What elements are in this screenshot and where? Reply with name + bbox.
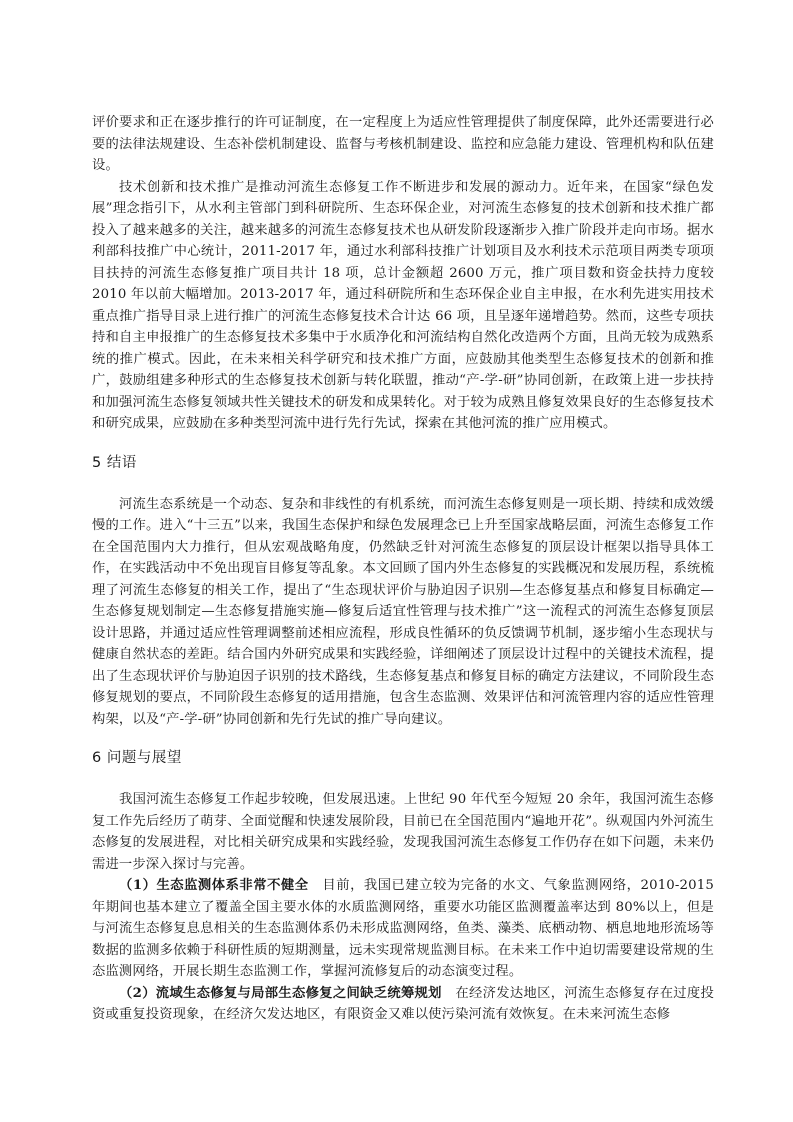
item-body: 在经济发达地区，河流生态修复存在过度投资或重复投资现象，在经济欠发达地区，有限资金又难以使污染河流有效恢复。在未来河流生态修 [92,985,714,1022]
section-heading-conclusion: 5 结语 [92,454,137,471]
item-lead: （1）生态监测体系非常不健全 [119,878,309,893]
item-body: 目前，我国已建立较为完备的水文、气象监测网络，2010-2015 年期间也基本建立了覆盖全国主要水体的水质监测网络，重要水功能区监测覆盖率达到 80%以上，但是与河流生态修复息息相关的生态监测体系仍未形成监测网络，鱼类、藻类、底栖动物、栖息地地形流场等数据的监测多依赖于科研性质的短期测量，远未实现常规监测目标。在未来工作中迫切需要建设常规的生态监测网络，开展长期生态监测工作，掌握河流修复后的动态演变过程。 [92,878,715,979]
item-lead: （2）流域生态修复与局部生态修复之间缺乏统筹规划 [119,985,442,1001]
paper-page [92,112,714,1026]
numbered-item [92,875,714,983]
numbered-item [92,983,714,1026]
section-heading-outlook: 6 问题与展望 [92,750,182,766]
body-paragraph: 河流生态系统是一个动态、复杂和非线性的有机系统，而河流生态修复则是一项长期、持续和成效缓慢的工作。进入“十三五”以来，我国生态保护和绿色发展理念已上升至国家战略层面，河流生态修复工作在全国范围内大力推行，但从宏观战略角度，仍然缺乏针对河流生态修复的顶层设计框架以指导具体工作，在实践活动中不免出现盲目修复等乱象。本文回顾了国内外生态修复的实践概况和发展历程，系统梳理了河流生态修复的相关工作，提出了“生态现状评价与胁迫因子识别—生态修复基点和修复目标确定—生态修复规划制定—生态修复措施实施—修复后适宜性管理与技术推广”这一流程式的河流生态修复顶层设计思路，并通过适应性管理调整前述相应流程，形成良性循环的负反馈调节机制，逐步缩小生态现状与健康自然状态的差距。结合国内外研究成果和实践经验，详细阐述了顶层设计过程中的关键技术流程，提出了生态现状评价与胁迫因子识别的技术路线，生态修复基点和修复目标的确定方法建议，不同阶段生态修复规划的要点，不同阶段生态修复的适用措施，包含生态监测、效果评估和河流管理内容的适应性管理构架，以及“产-学-研”协同创新和先行先试的推广导向建议。 [92,496,714,727]
body-paragraph: 我国河流生态修复工作起步较晚，但发展迅速。上世纪 90 年代至今短短 20 余年，我国河流生态修复工作先后经历了萌芽、全面觉醒和快速发展阶段，目前已在全国范围内“遍地开花”。纵观国内外河流生态修复的发展进程，对比相关研究成果和实践经验，发现我国河流生态修复工作仍存在如下问题，未来仍需进一步深入探讨与完善。 [92,792,714,872]
body-paragraph: 评价要求和正在逐步推行的许可证制度，在一定程度上为适应性管理提供了制度保障，此外还需要进行必要的法律法规建设、生态补偿机制建设、监督与考核机制建设、监控和应急能力建设、管理机构和队伍建设。 [92,115,714,173]
body-paragraph: 技术创新和技术推广是推动河流生态修复工作不断进步和发展的源动力。近年来，在国家“绿色发展”理念指引下，从水利主管部门到科研院所、生态环保企业，对河流生态修复的技术创新和技术推广都投入了越来越多的关注，越来越多的河流生态修复技术也从研发阶段逐渐步入推广阶段并走向市场。据水利部科技推广中心统计，2011-2017 年，通过水利部科技推广计划项目及水利技术示范项目两类专项项目扶持的河流生态修复推广项目共计 18 项，总计金额超 2600 万元，推广项目数和资金扶持力度较 2010 年以前大幅增加。2013-2017 年，通过科研院所和生态环保企业自主申报，在水利先进实用技术重点推广指导目录上进行推广的河流生态修复技术合计达 66 项，且呈逐年递增趋势。然而，这些专项扶持和自主申报推广的生态修复技术多集中于水质净化和河流结构自然化改造两个方面，且尚无较为成熟系统的推广模式。因此，在未来相关科学研究和技术推广方面，应鼓励其他类型生态修复技术的创新和推广，鼓励组建多种形式的生态修复技术创新与转化联盟，推动“产-学-研”协同创新，在政策上进一步扶持和加强河流生态修复领域共性关键技术的研发和成果转化。对于较为成熟且修复效果良好的生态修复技术和研究成果，应鼓励在多种类型河流中进行先行先试，探索在其他河流的推广应用模式。 [92,179,714,431]
